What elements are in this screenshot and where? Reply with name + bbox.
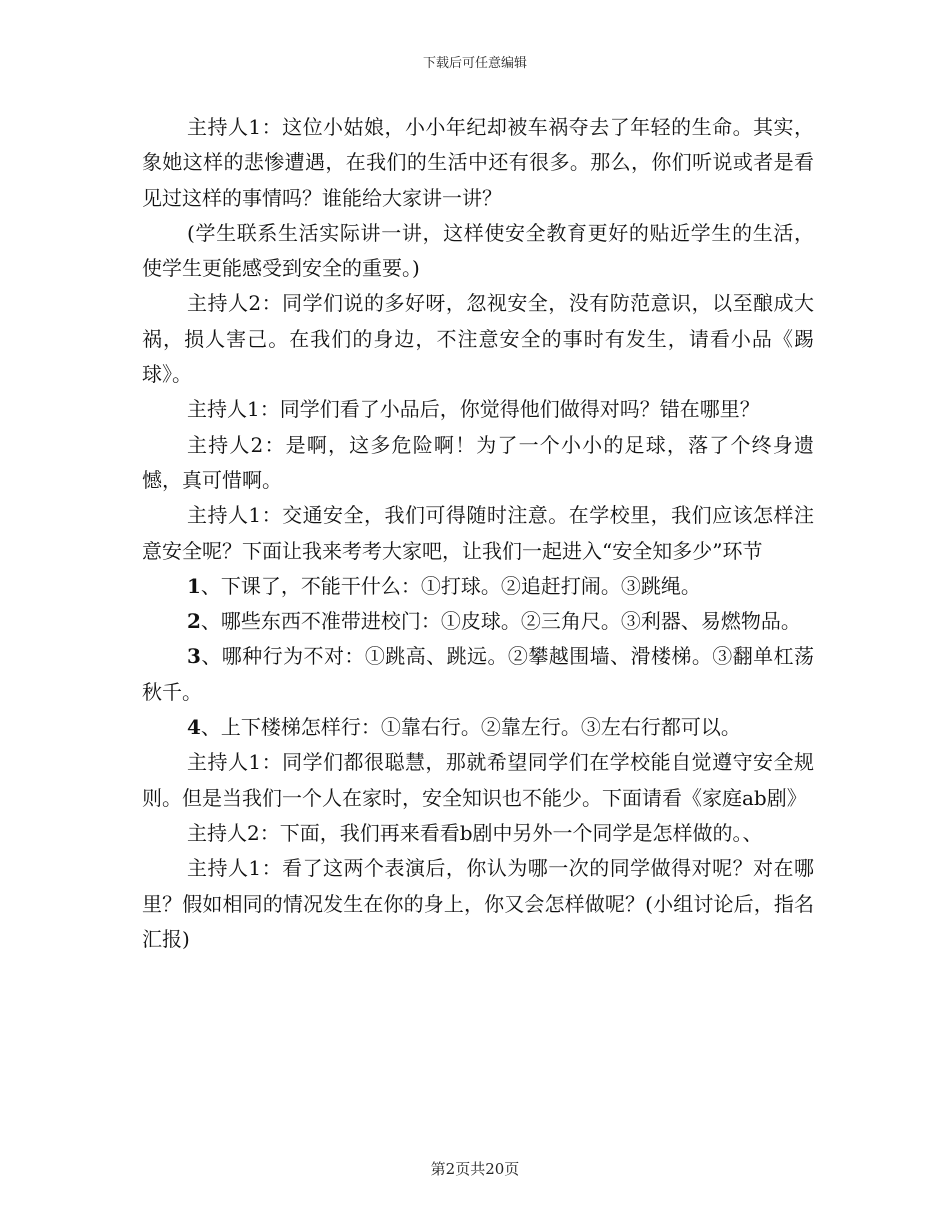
page-footer: 第2页共20页 [430,1160,520,1178]
quiz-number: 2 [187,609,201,634]
paragraph [142,745,814,816]
quiz-text: 、哪种行为不对：①跳高、跳远。②攀越围墙、滑楼梯。③翻单杠荡秋千。 [142,644,814,704]
quiz-number: 1 [187,573,201,598]
paragraph [142,816,814,851]
paragraph [142,428,814,499]
paragraph-text: 主持人1：这位小姑娘，小小年纪却被车祸夺去了年轻的生命。其实，象她这样的悲惨遭遇，在我们的生活中还有很多。那么，你们听说或者是看见过这样的事情吗？谁能给大家讲一讲？ [142,115,814,210]
quiz-item [142,569,814,604]
quiz-number: 3 [187,644,201,669]
paragraph-text: 主持人2：同学们说的多好呀，忽视安全，没有防范意识，以至酿成大祸，损人害己。在我们的身边，不注意安全的事时有发生，请看小品《踢球》。 [142,291,814,387]
paragraph [142,498,814,569]
paragraph-text: 主持人2：下面，我们再来看看b剧中另外一个同学是怎样做的。、 [187,820,763,845]
paragraph-text: (学生联系生活实际讲一讲，这样使安全教育更好的贴近学生的生活，使学生更能感受到安全的重要。) [142,220,814,281]
quiz-number: 4 [187,715,201,740]
quiz-item [142,639,814,710]
document-body [142,110,814,957]
quiz-item [142,604,814,639]
quiz-text: 、上下楼梯怎样行：①靠右行。②靠左行。③左右行都可以。 [200,715,741,740]
quiz-item [142,710,814,745]
quiz-text: 、下课了，不能干什么：①打球。②追赶打闹。③跳绳。 [200,573,701,598]
paragraph [142,392,814,427]
page-header: 下载后可任意编辑 [422,56,527,71]
paragraph [142,110,814,216]
paragraph [142,216,814,287]
paragraph [142,286,814,392]
paragraph-text: 主持人1：交通安全，我们可得随时注意。在学校里，我们应该怎样注意安全呢？下面让我来考考大家吧，让我们一起进入“安全知多少”环节 [142,503,814,563]
quiz-text: 、哪些东西不准带进校门：①皮球。②三角尺。③利器、易燃物品。 [200,609,801,634]
paragraph-text: 主持人1：同学们看了小品后，你觉得他们做得对吗？错在哪里？ [187,397,760,422]
paragraph-text: 主持人1：同学们都很聪慧，那就希望同学们在学校能自觉遵守安全规则。但是当我们一个人在家时，安全知识也不能少。下面请看《家庭ab剧》 [142,750,814,810]
paragraph-text: 主持人2：是啊，这多危险啊！为了一个小小的足球，落了个终身遗憾，真可惜啊。 [142,432,814,492]
paragraph-text: 主持人1：看了这两个表演后，你认为哪一次的同学做得对呢？对在哪里？假如相同的情况发生在你的身上，你又会怎样做呢？(小组讨论后，指名汇报) [142,856,814,951]
paragraph [142,851,814,957]
